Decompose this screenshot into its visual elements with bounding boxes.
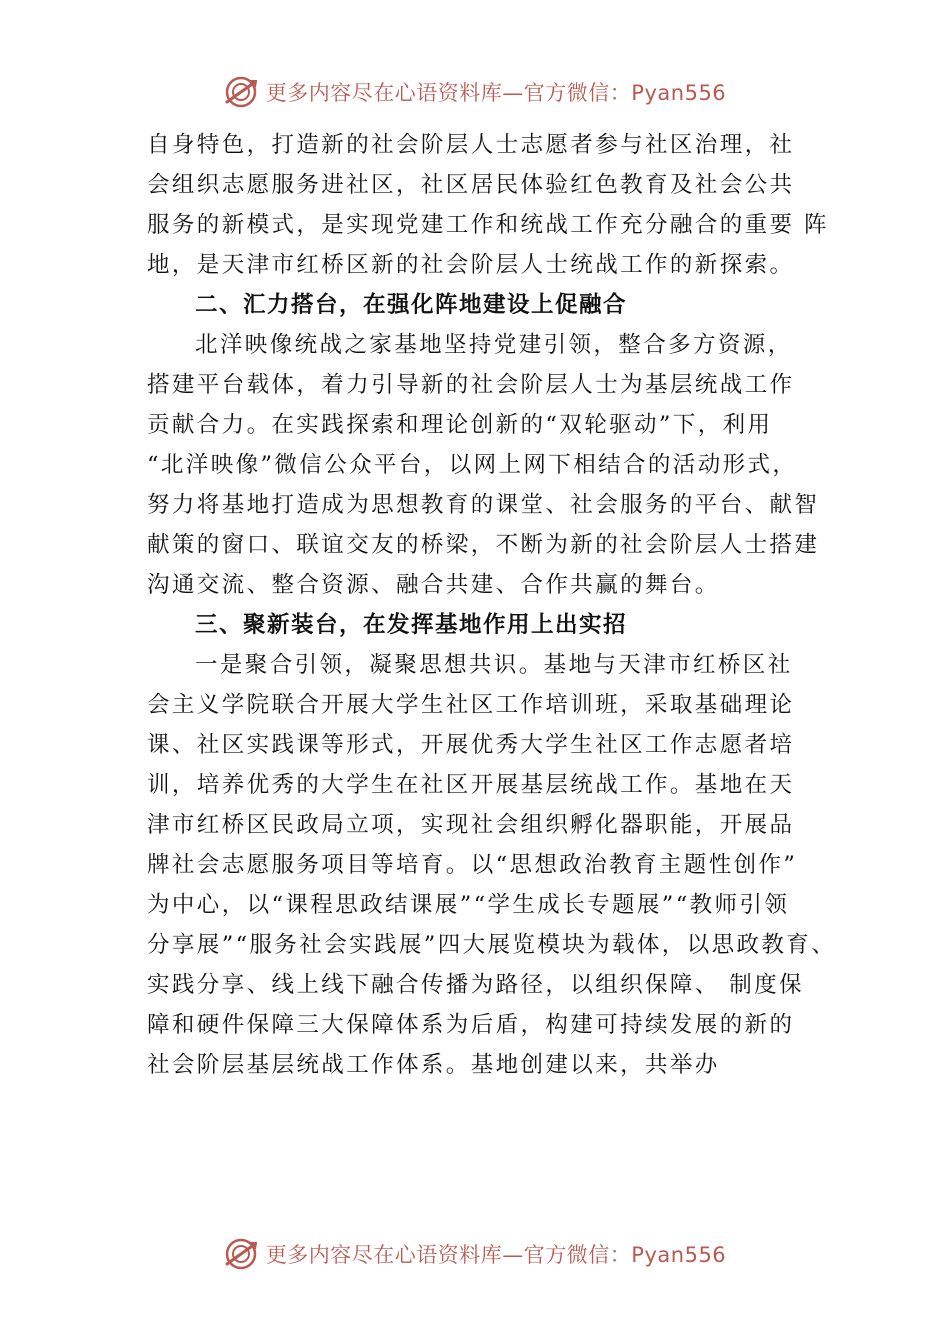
text-line: 献策的窗口、联谊交友的桥梁，不断为新的社会阶层人士搭建 (147, 532, 820, 558)
watermark-text: 更多内容尽在心语资料库—官方微信：Pyan556 (265, 1243, 727, 1267)
section-heading: 二、汇力搭台，在强化阵地建设上促融合 (195, 292, 628, 318)
document-body (147, 125, 837, 1085)
text-line: 努力将基地打造成为思想教育的课堂、社会服务的平台、献智 (147, 492, 820, 518)
header-watermark (0, 72, 950, 112)
text-line: 津市红桥区民政局立项，实现社会组织孵化器职能，开展品 (147, 812, 795, 838)
footer-watermark (0, 1234, 950, 1274)
text-line: 地，是天津市红桥区新的社会阶层人士统战工作的新探索。 (147, 252, 795, 278)
text-line: 实践分享、线上线下融合传播为路径，以组织保障、 制度保 (147, 972, 804, 998)
section-heading: 三、聚新装台，在发挥基地作用上出实招 (195, 612, 628, 638)
text-line: 会主义学院联合开展大学生社区工作培训班，采取基础理论 (147, 692, 795, 718)
text-line: 训，培养优秀的大学生在社区开展基层统战工作。基地在天 (147, 772, 795, 798)
logo-icon (224, 75, 258, 109)
text-line: 障和硬件保障三大保障体系为后盾，构建可持续发展的新的 (147, 1012, 795, 1038)
text-line: 贡献合力。在实践探索和理论创新的“双轮驱动”下，利用 (147, 412, 773, 438)
text-line: 社会阶层基层统战工作体系。基地创建以来，共举办 (147, 1052, 720, 1078)
text-line: 牌社会志愿服务项目等培育。以“思想政治教育主题性创作” (147, 852, 798, 878)
text-line: 为中心，以“课程思政结课展”“学生成长专题展”“教师引领 (147, 892, 790, 918)
text-line: 会组织志愿服务进社区，社区居民体验红色教育及社会公共 (147, 172, 795, 198)
text-line: 自身特色，打造新的社会阶层人士志愿者参与社区治理，社 (147, 132, 795, 158)
text-line: 课、社区实践课等形式，开展优秀大学生社区工作志愿者培 (147, 732, 795, 758)
text-line: 分享展”“服务社会实践展”四大展览模块为载体，以思政教育、 (147, 932, 837, 958)
text-line: 沟通交流、整合资源、融合共建、合作共赢的舞台。 (147, 572, 720, 598)
text-line: 北洋映像统战之家基地坚持党建引领，整合多方资源， (195, 332, 793, 358)
text-line: 服务的新模式，是实现党建工作和统战工作充分融合的重要 阵 (147, 212, 829, 238)
logo-icon (224, 1237, 258, 1271)
text-line: 搭建平台载体，着力引导新的社会阶层人士为基层统战工作 (147, 372, 795, 398)
text-line: “北洋映像”微信公众平台，以网上网下相结合的活动形式， (147, 452, 798, 478)
text-line: 一是聚合引领，凝聚思想共识。基地与天津市红桥区社 (195, 652, 793, 678)
watermark-text: 更多内容尽在心语资料库—官方微信：Pyan556 (265, 81, 727, 105)
